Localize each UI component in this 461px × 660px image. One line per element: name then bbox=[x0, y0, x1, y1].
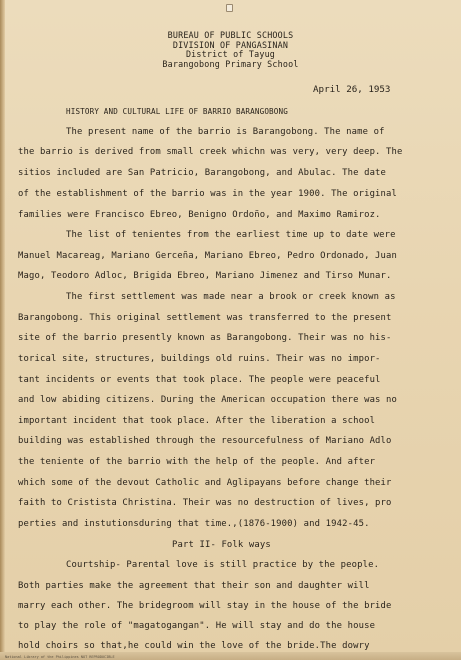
body-line: perties and instutionsduring that time.,(1876-1900) and 1942-45. bbox=[18, 519, 370, 529]
body-line: hold choirs so that,he could win the love of the bride.The dowry bbox=[18, 641, 370, 651]
body-line: The list of tenientes from the earliest time up to date were bbox=[66, 230, 396, 240]
body-line: The present name of the barrio is Barangobong. The name of bbox=[66, 127, 385, 137]
body-line: families were Francisco Ebreo, Benigno Ordoño, and Maximo Ramiroz. bbox=[18, 210, 381, 220]
section-heading: Part II- Folk ways bbox=[172, 540, 271, 550]
body-line: Barangobong. This original settlement was transferred to the present bbox=[18, 313, 392, 323]
staple-mark bbox=[226, 4, 233, 12]
body-line: tant incidents or events that took place. The people were peaceful bbox=[18, 375, 381, 385]
header-bureau: BUREAU OF PUBLIC SCHOOLS bbox=[167, 30, 294, 40]
body-line: marry each other. The bridegroom will stay in the house of the bride bbox=[18, 601, 392, 611]
body-line: building was established through the resourcefulness of Mariano Adlo bbox=[18, 436, 392, 446]
archive-stamp: National Library of the Philippines NOT REPRODUCIBLE bbox=[5, 655, 115, 659]
body-line: Both parties make the agreement that their son and daughter will bbox=[18, 581, 370, 591]
body-line: of the establishment of the barrio was in the year 1900. The original bbox=[18, 189, 398, 199]
body-line: Manuel Macareag, Mariano Gerceña, Mariano Ebreo, Pedro Ordonado, Juan bbox=[18, 251, 398, 261]
body-line: and low abiding citizens. During the American occupation there was no bbox=[18, 395, 398, 405]
body-line: sitios included are San Patricio, Barangobong, and Abulac. The date bbox=[18, 168, 387, 178]
body-line: The first settlement was made near a brook or creek known as bbox=[66, 292, 396, 302]
school-header bbox=[0, 31, 461, 69]
body-line: faith to Cristista Christina. Their was no destruction of lives, pro bbox=[18, 498, 392, 508]
page-edge-shadow bbox=[0, 0, 5, 660]
header-district: District of Tayug bbox=[185, 49, 276, 60]
body-line: to play the role of "magatogangan". He will stay and do the house bbox=[18, 621, 376, 631]
body-line: which some of the devout Catholic and Aglipayans before change their bbox=[18, 478, 392, 488]
document-title: HISTORY AND CULTURAL LIFE OF BARRIO BARANGOBONG bbox=[66, 107, 288, 116]
body-line: Mago, Teodoro Adloc, Brigida Ebreo, Mariano Jimenez and Tirso Munar. bbox=[18, 271, 392, 281]
body-line: important incident that took place. After the liberation a school bbox=[18, 416, 376, 426]
body-line: the barrio is derived from small creek whichn was very, very deep. The bbox=[18, 147, 403, 157]
body-line: the teniente of the barrio with the help of the people. And after bbox=[18, 457, 376, 467]
header-school: Barangobong Primary School bbox=[162, 58, 299, 69]
body-line: Courtship- Parental love is still practice by the people. bbox=[66, 560, 380, 570]
document-date: April 26, 1953 bbox=[313, 84, 391, 95]
body-line: torical site, structures, buildings old ruins. Their was no impor- bbox=[18, 354, 381, 364]
header-division: DIVISION OF PANGASINAN bbox=[172, 39, 289, 50]
body-line: site of the barrio presently known as Barangobong. Their was no his- bbox=[18, 333, 392, 343]
